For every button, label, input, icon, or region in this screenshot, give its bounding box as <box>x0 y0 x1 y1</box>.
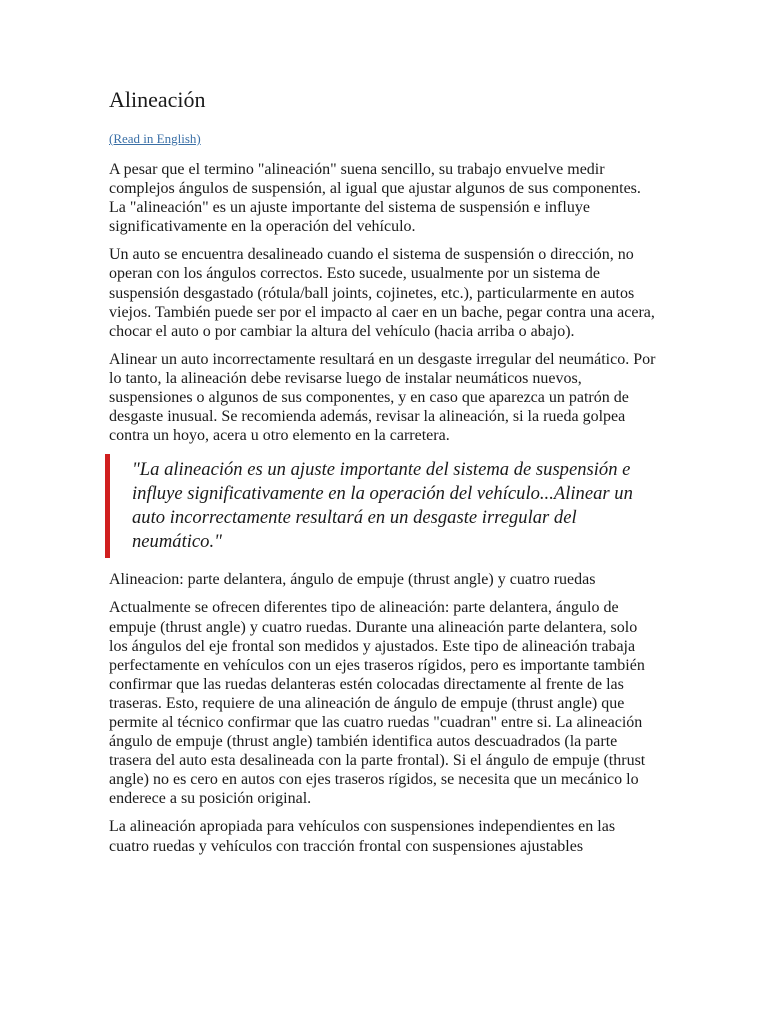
pull-quote-text: "La alineación es un ajuste importante del sistema de suspensión e influye significativamente en la operación del vehículo...Alinear un auto incorrectamente resultará en un desgaste irregular del neumático." <box>132 459 633 553</box>
read-in-english-link[interactable]: (Read in English) <box>109 131 201 146</box>
paragraph-4: Actualmente se ofrecen diferentes tipo de alineación: parte delantera, ángulo de empuje (thrust angle) y cuatro ruedas. Durante una alineación parte delantera, solo los ángulos del eje frontal son medidos y ajustados. Este tipo de alineación trabaja perfectamente en vehículos con un ejes traseros rígidos, pero es importante también confirmar que las ruedas delanteras estén colocadas directamente al frente de las traseras. Esto, requiere de una alineación de ángulo de empuje (thrust angle) que permite al técnico confirmar que las cuatro ruedas "cuadran" entre si. La alineación ángulo de empuje (thrust angle) también identifica autos descuadrados (la parte trasera del auto esta desalineada con la parte frontal). Si el ángulo de empuje (thrust angle) no es cero en autos con ejes traseros rígidos, se necesita que un mecánico lo enderece a su posición original. <box>109 599 646 808</box>
article-title: Alineación <box>109 87 206 112</box>
article <box>109 86 657 865</box>
section-subheading: Alineacion: parte delantera, ángulo de empuje (thrust angle) y cuatro ruedas <box>109 571 596 589</box>
paragraph-3: Alinear un auto incorrectamente resultará en un desgaste irregular del neumático. Por lo tanto, la alineación debe revisarse luego de instalar neumáticos nuevos, suspensiones o algunos de sus componentes, y en caso que aparezca un patrón de desgaste inusual. Se recomienda además, revisar la alineación, si la rueda golpea contra un hoyo, acera u otro elemento en la carretera. <box>109 350 656 445</box>
paragraph-2: Un auto se encuentra desalineado cuando el sistema de suspensión o dirección, no operan con los ángulos correctos. Esto sucede, usualmente por un sistema de suspensión desgastado (rótula/ball joints, cojinetes, etc.), particularmente en autos viejos. También puede ser por el impacto al caer en un bache, pegar contra una acera, chocar el auto o por cambiar la altura del vehículo (hacia arriba o abajo). <box>109 246 655 340</box>
paragraph-1: A pesar que el termino "alineación" suena sencillo, su trabajo envuelve medir complejos ángulos de suspensión, al igual que ajustar algunos de sus componentes. La "alineación" es un ajuste importante del sistema de suspensión e influye significativamente en la operación del vehículo. <box>109 161 641 236</box>
paragraph-5: La alineación apropiada para vehículos con suspensiones independientes en las cuatro ruedas y vehículos con tracción frontal con suspensiones ajustables <box>109 818 616 855</box>
pull-quote <box>105 454 657 558</box>
